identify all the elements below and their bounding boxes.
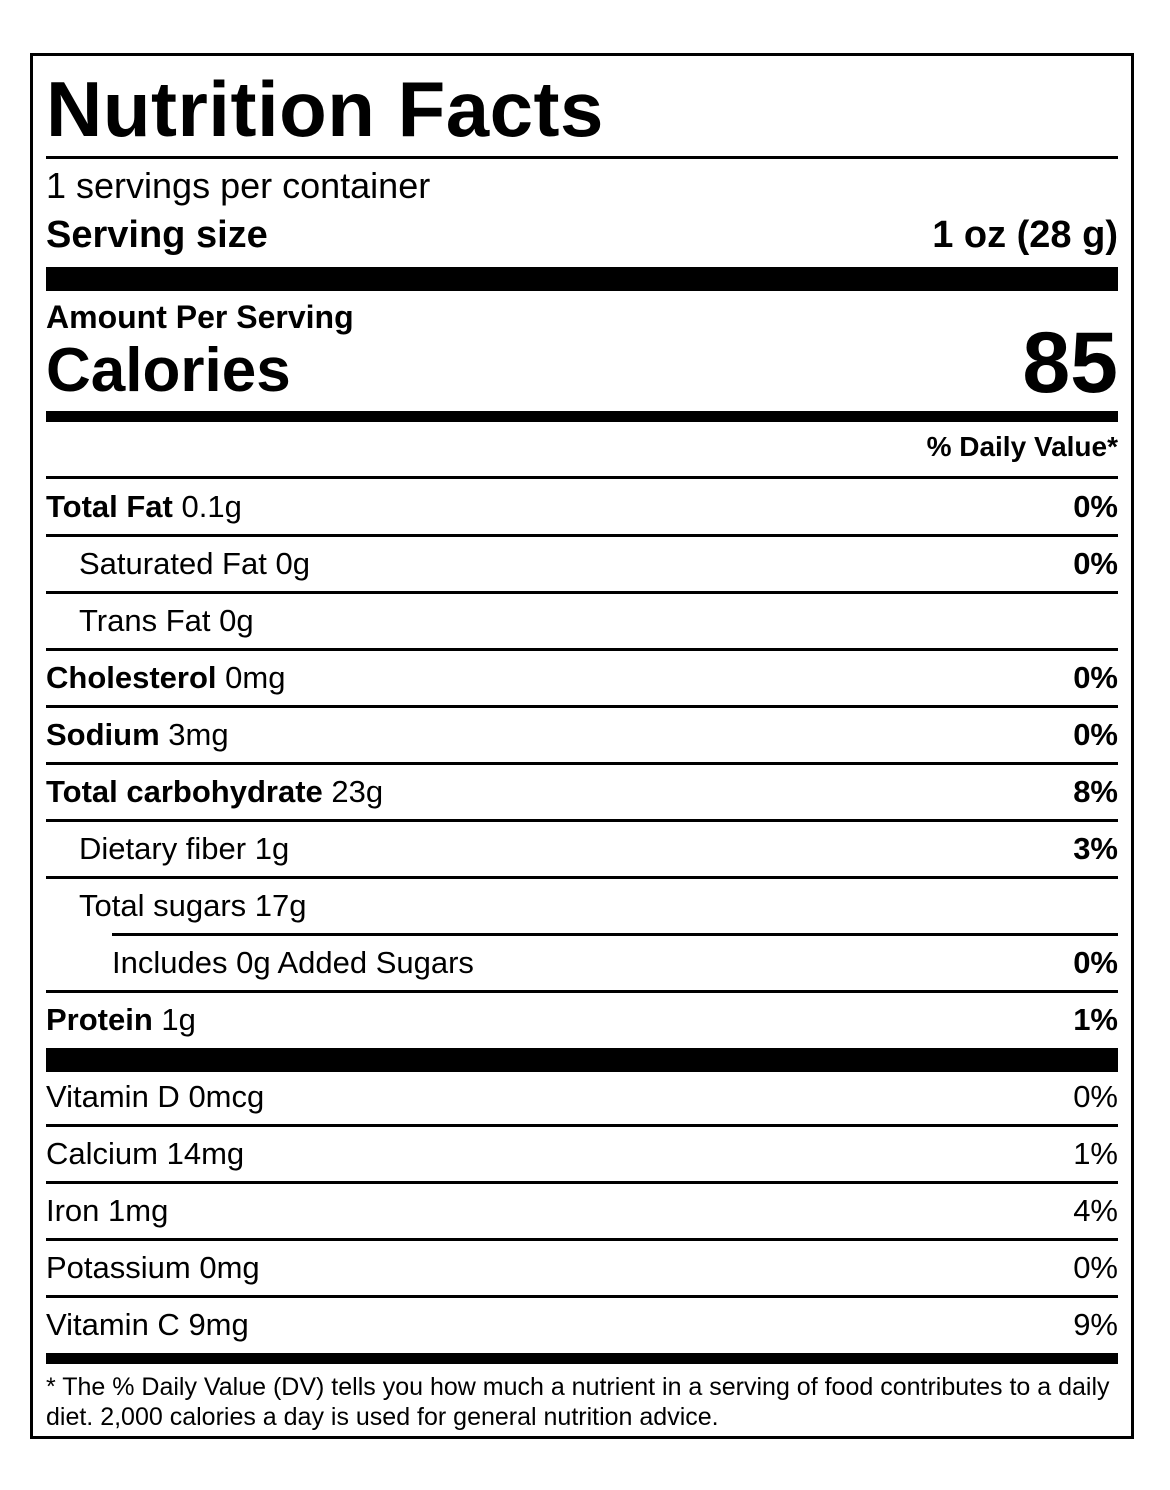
vitamin-row-iron <box>46 1182 1118 1239</box>
vitamin-row-calcium <box>46 1125 1118 1182</box>
nutrient-row-saturated-fat <box>46 535 1118 592</box>
nutrient-amount: 0g <box>219 603 254 638</box>
nutrient-amount: 0g <box>275 546 310 581</box>
vitamin-daily-value: 9% <box>1073 1307 1118 1342</box>
servings-per-container: 1 servings per container <box>46 165 431 206</box>
label-title: Nutrition Facts <box>46 65 604 153</box>
nutrient-daily-value: 0% <box>1073 489 1118 524</box>
serving-size-label: Serving size <box>46 214 268 256</box>
nutrient-name: Saturated Fat <box>79 546 267 581</box>
nutrient-daily-value: 0% <box>1073 945 1118 980</box>
calories-value: 85 <box>1022 315 1118 411</box>
nutrient-name: Sodium <box>46 717 160 752</box>
nutrient-amount: 0mg <box>225 660 286 695</box>
label-inner <box>46 56 1118 1436</box>
nutrient-name: Total carbohydrate <box>46 774 323 809</box>
nutrient-daily-value: 3% <box>1073 831 1118 866</box>
nutrient-row-protein <box>46 991 1118 1048</box>
vitamin-amount: 9mg <box>188 1307 249 1342</box>
nutrient-amount: 17g <box>254 888 307 923</box>
vitamin-amount: 14mg <box>166 1136 245 1171</box>
nutrient-name: Dietary fiber <box>79 831 247 866</box>
vitamin-daily-value: 4% <box>1073 1193 1118 1228</box>
nutrient-row-total-fat <box>46 478 1118 535</box>
serving-size-row <box>46 216 1118 254</box>
vitamin-row-vitamin-c <box>46 1296 1118 1353</box>
nutrient-amount: 3mg <box>168 717 229 752</box>
nutrient-name: Cholesterol <box>46 660 217 695</box>
nutrient-amount: 1g <box>161 1002 196 1037</box>
vitamin-row-potassium <box>46 1239 1118 1296</box>
footnote: * The % Daily Value (DV) tells you how much a nutrient in a serving of food contributes to a daily diet. 2,000 calories a day is used for general nutrition advice. <box>46 1373 1110 1431</box>
nutrient-row-dietary-fiber <box>46 820 1118 877</box>
vitamin-amount: 0mg <box>199 1250 260 1285</box>
nutrient-row-total-carbohydrate <box>46 763 1118 820</box>
vitamin-name: Iron <box>46 1193 100 1228</box>
serving-size-value: 1 oz (28 g) <box>932 214 1118 256</box>
daily-value-header: % Daily Value* <box>926 431 1118 462</box>
thick-divider <box>46 267 1118 291</box>
nutrient-name: Total sugars <box>79 888 247 923</box>
vitamin-name: Calcium <box>46 1136 158 1171</box>
nutrient-amount: 1g <box>254 831 290 866</box>
nutrient-row-sodium <box>46 706 1118 763</box>
nutrient-name: Protein <box>46 1002 153 1037</box>
nutrient-row-total-sugars <box>46 877 1118 934</box>
nutrition-facts-label <box>30 53 1134 1439</box>
divider <box>46 156 1118 159</box>
nutrient-name: Trans Fat <box>79 603 211 638</box>
vitamin-row-vitamin-d <box>46 1068 1118 1125</box>
nutrient-amount: 23g <box>331 774 384 809</box>
medium-divider <box>46 1353 1118 1364</box>
nutrient-daily-value: 0% <box>1073 660 1118 695</box>
amount-per-serving: Amount Per Serving <box>46 299 354 335</box>
nutrient-name: Includes 0g Added Sugars <box>112 945 474 980</box>
vitamin-name: Vitamin D <box>46 1079 180 1114</box>
calories-label: Calories <box>46 336 291 405</box>
vitamin-daily-value: 1% <box>1073 1136 1118 1171</box>
nutrient-daily-value: 0% <box>1073 546 1118 581</box>
nutrient-daily-value: 8% <box>1073 774 1118 809</box>
vitamin-amount: 0mcg <box>188 1079 265 1114</box>
vitamin-name: Potassium <box>46 1250 191 1285</box>
nutrient-amount: 0.1g <box>181 489 242 524</box>
vitamin-amount: 1mg <box>108 1193 169 1228</box>
medium-divider <box>46 411 1118 422</box>
vitamin-daily-value: 0% <box>1073 1250 1118 1285</box>
vitamin-name: Vitamin C <box>46 1307 180 1342</box>
nutrient-name: Total Fat <box>46 489 173 524</box>
nutrient-row-added-sugars <box>46 934 1118 991</box>
vitamin-daily-value: 0% <box>1073 1079 1118 1114</box>
nutrient-daily-value: 0% <box>1073 717 1118 752</box>
nutrient-row-trans-fat <box>46 592 1118 649</box>
nutrient-row-cholesterol <box>46 649 1118 706</box>
nutrient-daily-value: 1% <box>1073 1002 1118 1037</box>
